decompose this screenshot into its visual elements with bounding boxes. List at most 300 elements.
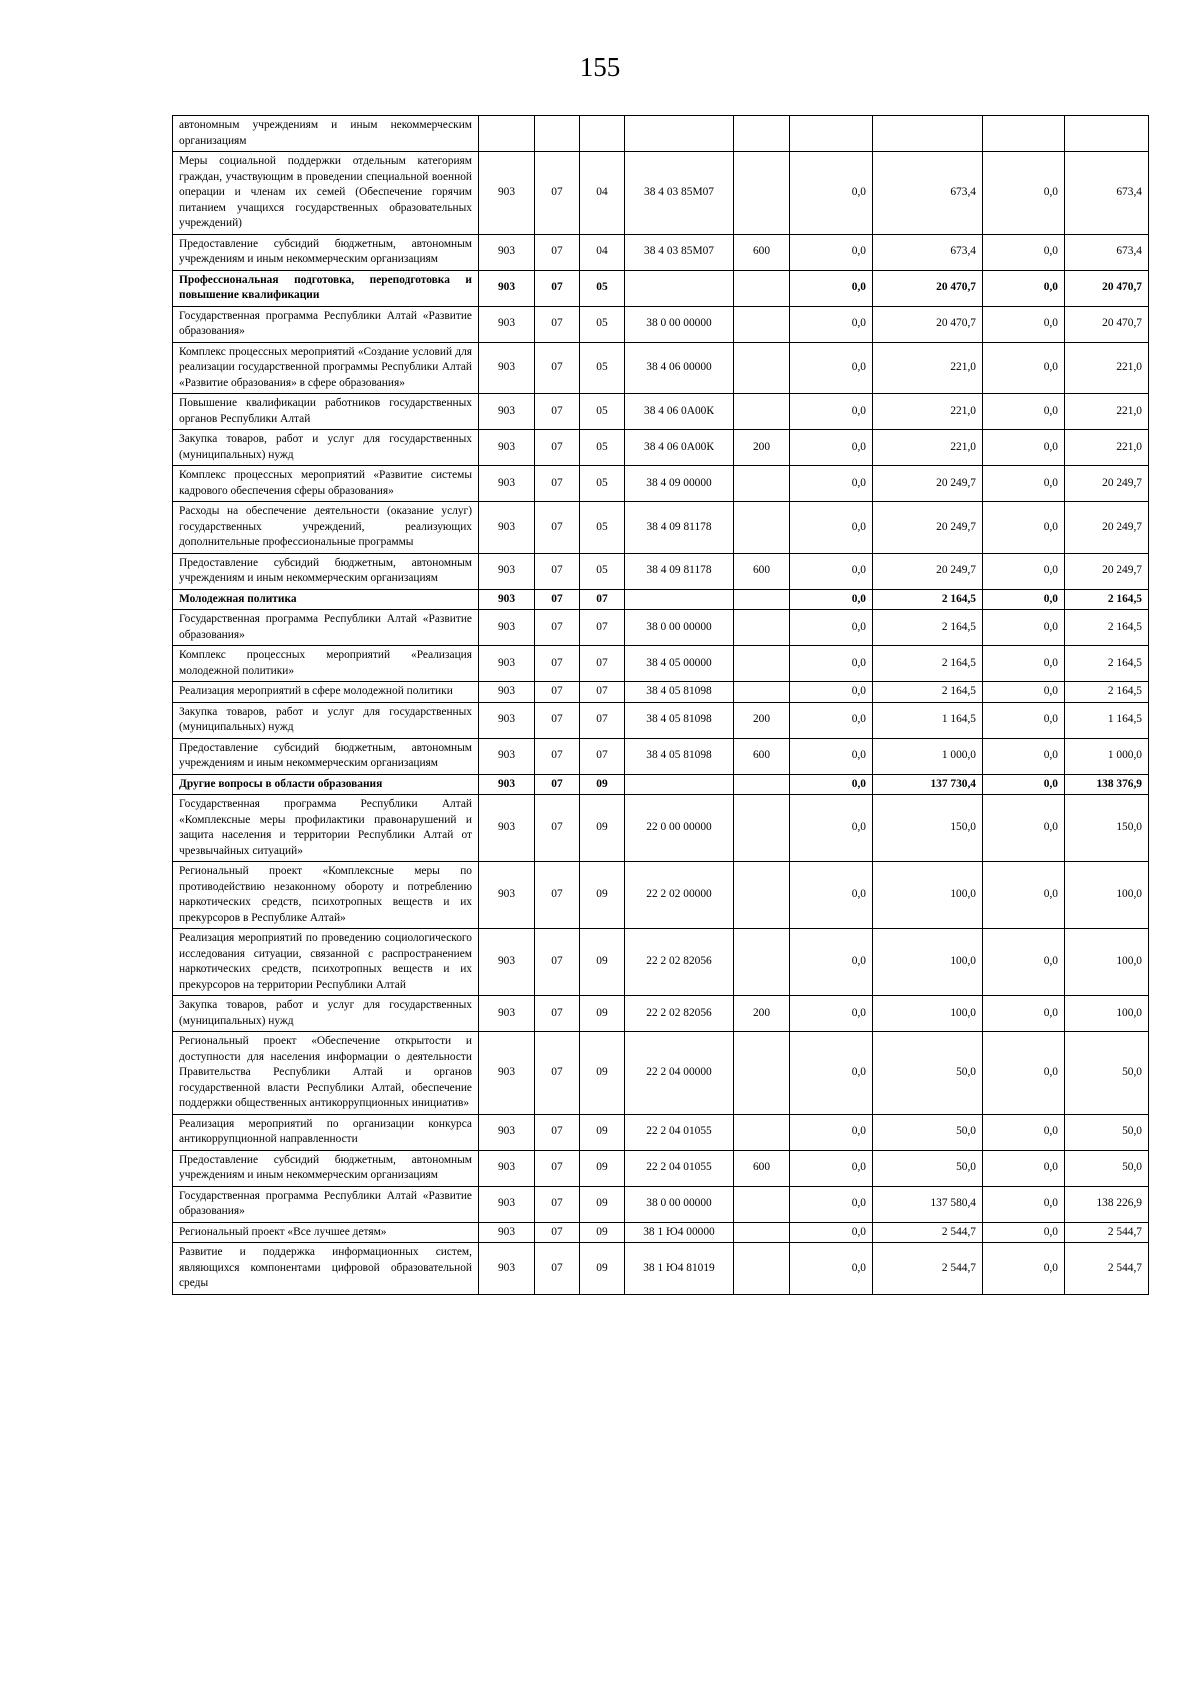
cell-section: 07 [535,306,580,342]
cell-section: 07 [535,270,580,306]
table-row [173,306,1149,342]
cell-expense-type [734,862,790,929]
cell-subsection: 09 [580,996,625,1032]
cell-value-3: 0,0 [983,1243,1065,1295]
cell-value-3: 0,0 [983,1032,1065,1115]
cell-name: Предоставление субсидий бюджетным, автономным учреждениям и иным некоммерческим организациям [173,553,479,589]
cell-grbs: 903 [479,1150,535,1186]
cell-value-4: 20 470,7 [1065,270,1149,306]
cell-value-3: 0,0 [983,466,1065,502]
cell-value-2: 20 249,7 [873,502,983,554]
cell-value-1: 0,0 [790,342,873,394]
cell-grbs: 903 [479,1243,535,1295]
cell-value-3 [983,116,1065,152]
cell-expense-type [734,270,790,306]
cell-value-3: 0,0 [983,342,1065,394]
cell-expense-type: 600 [734,738,790,774]
cell-expense-type [734,1032,790,1115]
cell-subsection: 09 [580,1032,625,1115]
table-row [173,553,1149,589]
cell-section: 07 [535,682,580,703]
cell-value-3: 0,0 [983,646,1065,682]
cell-value-1: 0,0 [790,795,873,862]
cell-value-4: 50,0 [1065,1114,1149,1150]
cell-value-3: 0,0 [983,394,1065,430]
cell-subsection: 09 [580,1186,625,1222]
cell-expense-type [734,116,790,152]
cell-value-1: 0,0 [790,1032,873,1115]
cell-name: Государственная программа Республики Алтай «Развитие образования» [173,610,479,646]
cell-value-3: 0,0 [983,430,1065,466]
cell-name: Региональный проект «Все лучшее детям» [173,1222,479,1243]
cell-section: 07 [535,996,580,1032]
table-row [173,152,1149,235]
cell-value-3: 0,0 [983,774,1065,795]
cell-value-4: 150,0 [1065,795,1149,862]
cell-target-article: 38 1 Ю4 00000 [625,1222,734,1243]
cell-grbs: 903 [479,1114,535,1150]
cell-value-4: 221,0 [1065,394,1149,430]
cell-target-article: 38 1 Ю4 81019 [625,1243,734,1295]
cell-value-2: 221,0 [873,394,983,430]
cell-name: Повышение квалификации работников государственных органов Республики Алтай [173,394,479,430]
table-row [173,1114,1149,1150]
cell-value-1 [790,116,873,152]
cell-value-4: 1 164,5 [1065,702,1149,738]
cell-subsection: 09 [580,929,625,996]
cell-value-2: 1 164,5 [873,702,983,738]
cell-expense-type [734,589,790,610]
table-row [173,610,1149,646]
table-row [173,502,1149,554]
cell-value-3: 0,0 [983,152,1065,235]
cell-value-1: 0,0 [790,1150,873,1186]
cell-grbs: 903 [479,342,535,394]
cell-subsection: 09 [580,1243,625,1295]
cell-subsection: 05 [580,502,625,554]
cell-value-4: 100,0 [1065,929,1149,996]
cell-expense-type: 600 [734,553,790,589]
cell-name: Комплекс процессных мероприятий «Создание условий для реализации государственной программы Республики Алтай «Развитие образования» в сфере образования» [173,342,479,394]
cell-value-1: 0,0 [790,996,873,1032]
cell-grbs: 903 [479,702,535,738]
cell-name: Комплекс процессных мероприятий «Развитие системы кадрового обеспечения сферы образования» [173,466,479,502]
cell-value-1: 0,0 [790,553,873,589]
cell-value-2: 20 249,7 [873,553,983,589]
table-body [173,116,1149,1295]
cell-value-2 [873,116,983,152]
cell-target-article: 22 2 02 82056 [625,996,734,1032]
cell-target-article: 38 4 05 81098 [625,738,734,774]
cell-value-1: 0,0 [790,1114,873,1150]
cell-value-4: 2 164,5 [1065,646,1149,682]
cell-target-article: 22 0 00 00000 [625,795,734,862]
cell-value-3: 0,0 [983,610,1065,646]
cell-subsection: 07 [580,646,625,682]
cell-value-1: 0,0 [790,430,873,466]
cell-grbs: 903 [479,774,535,795]
cell-value-3: 0,0 [983,1114,1065,1150]
cell-value-4: 2 164,5 [1065,589,1149,610]
cell-name: Реализация мероприятий в сфере молодежной политики [173,682,479,703]
table-row [173,1032,1149,1115]
cell-subsection: 09 [580,1150,625,1186]
cell-value-3: 0,0 [983,306,1065,342]
cell-section: 07 [535,1222,580,1243]
cell-target-article: 22 2 04 01055 [625,1114,734,1150]
cell-expense-type [734,646,790,682]
cell-grbs: 903 [479,738,535,774]
cell-section: 07 [535,929,580,996]
cell-value-3: 0,0 [983,270,1065,306]
cell-value-2: 2 544,7 [873,1243,983,1295]
cell-grbs: 903 [479,270,535,306]
cell-target-article [625,270,734,306]
cell-target-article: 38 0 00 00000 [625,1186,734,1222]
cell-value-3: 0,0 [983,1222,1065,1243]
cell-expense-type [734,394,790,430]
cell-section [535,116,580,152]
cell-grbs: 903 [479,862,535,929]
table-row [173,270,1149,306]
cell-target-article: 38 4 06 0А00К [625,394,734,430]
cell-value-2: 137 580,4 [873,1186,983,1222]
cell-value-2: 50,0 [873,1150,983,1186]
table-row [173,234,1149,270]
cell-section: 07 [535,738,580,774]
cell-section: 07 [535,1032,580,1115]
cell-target-article [625,116,734,152]
cell-name: Расходы на обеспечение деятельности (оказание услуг) государственных учреждений, реализующих дополнительные профессиональные программы [173,502,479,554]
cell-expense-type [734,1222,790,1243]
table-row [173,394,1149,430]
cell-value-1: 0,0 [790,589,873,610]
cell-target-article: 38 4 09 00000 [625,466,734,502]
cell-value-2: 673,4 [873,234,983,270]
cell-target-article: 38 4 06 00000 [625,342,734,394]
cell-target-article: 38 4 06 0А00К [625,430,734,466]
cell-expense-type [734,774,790,795]
table-row [173,795,1149,862]
cell-value-2: 2 164,5 [873,646,983,682]
cell-value-4: 20 249,7 [1065,466,1149,502]
cell-target-article [625,589,734,610]
cell-target-article: 22 2 04 00000 [625,1032,734,1115]
cell-value-2: 2 164,5 [873,682,983,703]
cell-name: Меры социальной поддержки отдельным категориям граждан, участвующим в проведении специальной военной операции и членам их семей (Обеспечение горячим питанием учащихся государственных образовательных учреждений) [173,152,479,235]
cell-value-2: 2 164,5 [873,589,983,610]
cell-value-3: 0,0 [983,795,1065,862]
cell-target-article: 38 4 05 81098 [625,682,734,703]
cell-section: 07 [535,342,580,394]
cell-expense-type: 600 [734,234,790,270]
table-row [173,1243,1149,1295]
cell-name: Государственная программа Республики Алтай «Комплексные меры профилактики правонарушений и защита населения и территории Республики Алтай от чрезвычайных ситуаций» [173,795,479,862]
cell-subsection: 09 [580,774,625,795]
cell-name: Предоставление субсидий бюджетным, автономным учреждениям и иным некоммерческим организациям [173,1150,479,1186]
cell-expense-type [734,682,790,703]
cell-grbs: 903 [479,929,535,996]
cell-grbs: 903 [479,430,535,466]
cell-subsection: 05 [580,466,625,502]
cell-target-article [625,774,734,795]
cell-subsection: 09 [580,795,625,862]
cell-section: 07 [535,1186,580,1222]
cell-value-1: 0,0 [790,1243,873,1295]
cell-section: 07 [535,394,580,430]
table-row [173,116,1149,152]
table-row [173,342,1149,394]
cell-section: 07 [535,466,580,502]
cell-target-article: 38 4 05 00000 [625,646,734,682]
cell-grbs: 903 [479,1032,535,1115]
cell-grbs: 903 [479,152,535,235]
table-row [173,1222,1149,1243]
cell-subsection: 07 [580,610,625,646]
cell-subsection: 07 [580,682,625,703]
cell-name: Молодежная политика [173,589,479,610]
cell-value-4: 50,0 [1065,1150,1149,1186]
cell-value-2: 137 730,4 [873,774,983,795]
cell-target-article: 38 4 09 81178 [625,502,734,554]
table-row [173,738,1149,774]
cell-grbs: 903 [479,553,535,589]
cell-name: Реализация мероприятий по проведению социологического исследования ситуации, связанной с распространением наркотических средств, психотропных веществ и их прекурсоров на территории Республики Алтай [173,929,479,996]
cell-value-2: 100,0 [873,929,983,996]
cell-name: Предоставление субсидий бюджетным, автономным учреждениям и иным некоммерческим организациям [173,738,479,774]
cell-value-2: 221,0 [873,342,983,394]
cell-subsection: 09 [580,1114,625,1150]
cell-value-2: 100,0 [873,996,983,1032]
table-row [173,862,1149,929]
cell-expense-type: 200 [734,430,790,466]
cell-expense-type: 600 [734,1150,790,1186]
cell-expense-type [734,502,790,554]
cell-expense-type [734,1243,790,1295]
cell-grbs: 903 [479,1222,535,1243]
cell-subsection [580,116,625,152]
cell-grbs: 903 [479,682,535,703]
cell-value-1: 0,0 [790,862,873,929]
cell-subsection: 04 [580,234,625,270]
table-row [173,466,1149,502]
cell-subsection: 07 [580,738,625,774]
table-row [173,774,1149,795]
cell-value-3: 0,0 [983,702,1065,738]
cell-name: Закупка товаров, работ и услуг для государственных (муниципальных) нужд [173,430,479,466]
cell-value-2: 673,4 [873,152,983,235]
page-number: 155 [579,52,621,82]
cell-target-article: 38 4 09 81178 [625,553,734,589]
cell-value-4: 50,0 [1065,1032,1149,1115]
cell-section: 07 [535,589,580,610]
cell-name: Региональный проект «Обеспечение открытости и доступности для населения информации о деятельности Правительства Республики Алтай и органов государственной власти Республики Алтай, обеспечение поддержки общественных антикоррупционных инициатив» [173,1032,479,1115]
cell-name: Реализация мероприятий по организации конкурса антикоррупционной направленности [173,1114,479,1150]
cell-target-article: 22 2 02 00000 [625,862,734,929]
cell-subsection: 05 [580,342,625,394]
cell-value-2: 150,0 [873,795,983,862]
cell-value-2: 221,0 [873,430,983,466]
cell-subsection: 05 [580,394,625,430]
cell-value-3: 0,0 [983,862,1065,929]
cell-value-1: 0,0 [790,502,873,554]
cell-value-3: 0,0 [983,1150,1065,1186]
cell-value-2: 50,0 [873,1032,983,1115]
cell-value-4: 100,0 [1065,996,1149,1032]
cell-value-3: 0,0 [983,589,1065,610]
cell-value-1: 0,0 [790,270,873,306]
cell-value-2: 20 470,7 [873,270,983,306]
cell-value-1: 0,0 [790,1222,873,1243]
table-row [173,646,1149,682]
cell-name: Другие вопросы в области образования [173,774,479,795]
cell-section: 07 [535,610,580,646]
cell-name: Государственная программа Республики Алтай «Развитие образования» [173,306,479,342]
cell-expense-type [734,610,790,646]
cell-expense-type [734,1186,790,1222]
cell-name: Региональный проект «Комплексные меры по противодействию незаконному обороту и потреблению наркотических средств, психотропных веществ и их прекурсоров в Республике Алтай» [173,862,479,929]
cell-value-4: 138 226,9 [1065,1186,1149,1222]
cell-value-1: 0,0 [790,1186,873,1222]
cell-section: 07 [535,1114,580,1150]
cell-subsection: 07 [580,702,625,738]
cell-grbs: 903 [479,610,535,646]
cell-value-3: 0,0 [983,996,1065,1032]
cell-name: Предоставление субсидий бюджетным, автономным учреждениям и иным некоммерческим организациям [173,234,479,270]
cell-section: 07 [535,646,580,682]
cell-grbs: 903 [479,646,535,682]
cell-name: автономным учреждениям и иным некоммерческим организациям [173,116,479,152]
cell-value-3: 0,0 [983,682,1065,703]
table-row [173,1150,1149,1186]
cell-grbs: 903 [479,394,535,430]
cell-expense-type [734,466,790,502]
cell-expense-type [734,1114,790,1150]
cell-target-article: 38 4 03 85М07 [625,234,734,270]
cell-subsection: 05 [580,306,625,342]
cell-value-1: 0,0 [790,774,873,795]
cell-value-4: 1 000,0 [1065,738,1149,774]
cell-value-3: 0,0 [983,502,1065,554]
cell-section: 07 [535,234,580,270]
cell-subsection: 09 [580,1222,625,1243]
cell-value-4: 20 249,7 [1065,553,1149,589]
cell-target-article: 38 0 00 00000 [625,306,734,342]
cell-name: Комплекс процессных мероприятий «Реализация молодежной политики» [173,646,479,682]
cell-target-article: 38 4 05 81098 [625,702,734,738]
cell-expense-type [734,929,790,996]
cell-value-2: 2 544,7 [873,1222,983,1243]
cell-subsection: 05 [580,553,625,589]
cell-grbs: 903 [479,589,535,610]
cell-target-article: 38 0 00 00000 [625,610,734,646]
cell-value-4: 2 544,7 [1065,1243,1149,1295]
cell-grbs: 903 [479,1186,535,1222]
cell-section: 07 [535,862,580,929]
cell-section: 07 [535,152,580,235]
cell-grbs: 903 [479,795,535,862]
cell-value-4: 2 164,5 [1065,610,1149,646]
cell-subsection: 05 [580,270,625,306]
cell-value-4: 138 376,9 [1065,774,1149,795]
cell-value-1: 0,0 [790,394,873,430]
cell-name: Государственная программа Республики Алтай «Развитие образования» [173,1186,479,1222]
cell-value-4: 20 249,7 [1065,502,1149,554]
cell-value-1: 0,0 [790,234,873,270]
cell-section: 07 [535,502,580,554]
cell-value-1: 0,0 [790,682,873,703]
cell-value-2: 1 000,0 [873,738,983,774]
table-row [173,682,1149,703]
cell-expense-type [734,306,790,342]
cell-section: 07 [535,702,580,738]
cell-target-article: 22 2 04 01055 [625,1150,734,1186]
cell-subsection: 05 [580,430,625,466]
cell-value-1: 0,0 [790,929,873,996]
cell-grbs: 903 [479,502,535,554]
cell-section: 07 [535,795,580,862]
cell-section: 07 [535,553,580,589]
table-row [173,996,1149,1032]
cell-value-2: 20 249,7 [873,466,983,502]
cell-target-article: 22 2 02 82056 [625,929,734,996]
cell-name: Профессиональная подготовка, переподготовка и повышение квалификации [173,270,479,306]
cell-value-3: 0,0 [983,1186,1065,1222]
cell-value-4: 2 544,7 [1065,1222,1149,1243]
cell-value-4: 221,0 [1065,342,1149,394]
cell-grbs: 903 [479,996,535,1032]
cell-value-3: 0,0 [983,553,1065,589]
cell-expense-type: 200 [734,996,790,1032]
cell-value-4: 673,4 [1065,152,1149,235]
cell-subsection: 07 [580,589,625,610]
cell-value-1: 0,0 [790,646,873,682]
cell-section: 07 [535,1150,580,1186]
cell-subsection: 04 [580,152,625,235]
table-row [173,929,1149,996]
cell-section: 07 [535,1243,580,1295]
cell-value-2: 2 164,5 [873,610,983,646]
cell-value-4 [1065,116,1149,152]
cell-value-4: 673,4 [1065,234,1149,270]
cell-expense-type: 200 [734,702,790,738]
cell-value-1: 0,0 [790,738,873,774]
cell-value-1: 0,0 [790,702,873,738]
cell-value-1: 0,0 [790,610,873,646]
cell-value-3: 0,0 [983,929,1065,996]
cell-subsection: 09 [580,862,625,929]
cell-value-4: 100,0 [1065,862,1149,929]
cell-expense-type [734,152,790,235]
budget-table [172,115,1149,1295]
cell-value-1: 0,0 [790,152,873,235]
cell-name: Развитие и поддержка информационных систем, являющихся компонентами цифровой образовательной среды [173,1243,479,1295]
table-row [173,589,1149,610]
cell-grbs: 903 [479,234,535,270]
cell-grbs: 903 [479,466,535,502]
cell-value-4: 20 470,7 [1065,306,1149,342]
cell-expense-type [734,795,790,862]
cell-value-4: 221,0 [1065,430,1149,466]
cell-target-article: 38 4 03 85М07 [625,152,734,235]
cell-value-4: 2 164,5 [1065,682,1149,703]
cell-value-2: 50,0 [873,1114,983,1150]
table-row [173,702,1149,738]
cell-expense-type [734,342,790,394]
cell-grbs: 903 [479,306,535,342]
cell-value-1: 0,0 [790,306,873,342]
cell-name: Закупка товаров, работ и услуг для государственных (муниципальных) нужд [173,702,479,738]
